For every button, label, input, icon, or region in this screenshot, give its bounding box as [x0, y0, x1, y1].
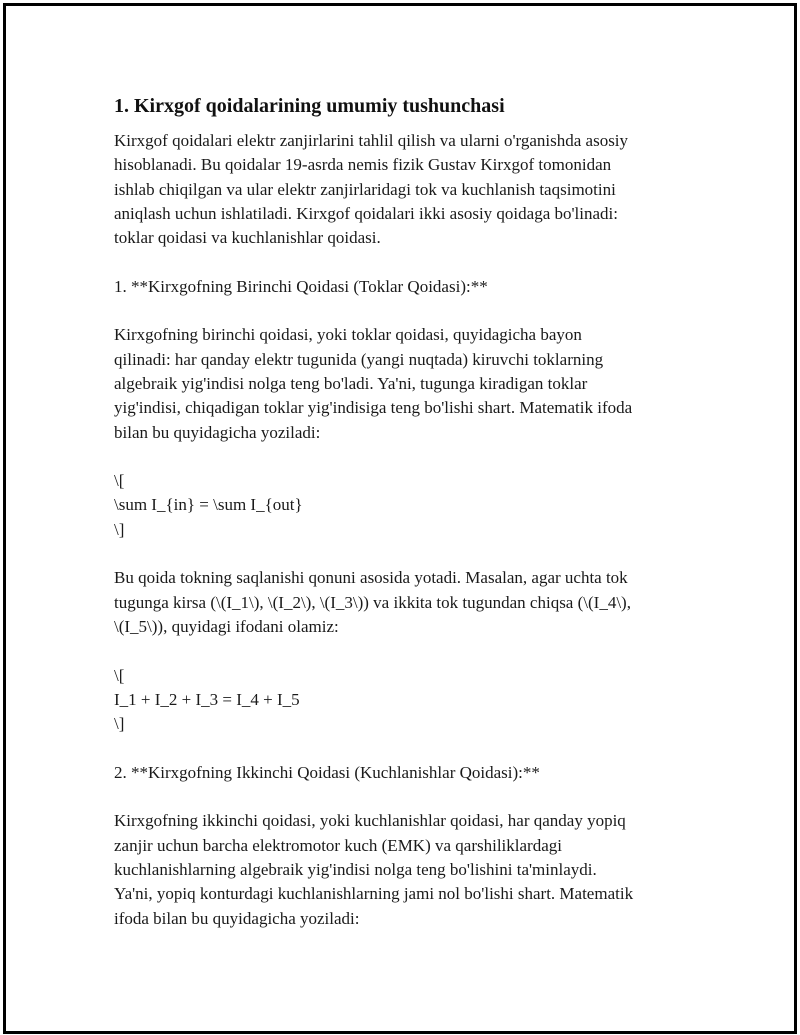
- paragraph-gap: [114, 299, 689, 323]
- intro-paragraph: Kirxgof qoidalari elektr zanjirlarini tahlil qilish va ularni o'rganishda asosiy hisoblanadi. Bu qoidalar 19-asrda nemis fizik Gustav Kirxgof tomonidan ishlab chiqilgan va ular elektr zanjirlaridagi tok va kuchlanish taqsimotini aniqlash uchun ishlatiladi. Kirxgof qoidalari ikki asosiy qoidaga bo'linadi: toklar qoidasi va kuchlanishlar qoidasi.: [114, 131, 629, 248]
- paragraph-gap: [114, 785, 689, 809]
- section-heading: 1. Kirxgof qoidalarining umumiy tushunchasi: [114, 95, 505, 117]
- rule-one-title: 1. **Kirxgofning Birinchi Qoidasi (Toklar Qoidasi):**: [114, 276, 488, 296]
- paragraph-gap: [114, 445, 689, 469]
- rule-two-title: 2. **Kirxgofning Ikkinchi Qoidasi (Kuchlanishlar Qoidasi):**: [114, 762, 540, 782]
- document-body: [114, 92, 689, 931]
- paragraph-gap: [114, 250, 689, 274]
- formula-example-currents: \[ I_1 + I_2 + I_3 = I_4 + I_5 \]: [114, 665, 300, 734]
- formula-sum-currents: \[ \sum I_{in} = \sum I_{out} \]: [114, 471, 303, 539]
- paragraph-gap: [114, 736, 689, 760]
- paragraph-gap: [114, 639, 689, 663]
- rule-one-description: Kirxgofning birinchi qoidasi, yoki toklar qoidasi, quyidagicha bayon qilinadi: har qanday elektr tugunida (yangi nuqtada) kiruvchi toklarning algebraik yig'indisi nolga teng bo'ladi. Ya'ni, tugunga kiradigan toklar yig'indisi, chiqadigan toklar yig'indisiga teng bo'lishi shart. Matematik ifoda bilan bu quyidagicha yoziladi:: [114, 325, 633, 442]
- rule-two-description: Kirxgofning ikkinchi qoidasi, yoki kuchlanishlar qoidasi, har qanday yopiq zanjir uchun barcha elektromotor kuch (EMK) va qarshiliklardagi kuchlanishlarning algebraik yig'indisi nolga teng bo'lishini ta'minlaydi. Ya'ni, yopiq konturdagi kuchlanishlarning jami nol bo'lishi shart. Matematik ifoda bilan bu quyidagicha yoziladi:: [114, 811, 634, 928]
- rule-one-example: Bu qoida tokning saqlanishi qonuni asosida yotadi. Masalan, agar uchta tok tugunga kirsa (\(I_1\), \(I_2\), \(I_3\)) va ikkita tok tugundan chiqsa (\(I_4\), \(I_5\)), quyidagi ifodani olamiz:: [114, 568, 631, 636]
- paragraph-gap: [114, 542, 689, 566]
